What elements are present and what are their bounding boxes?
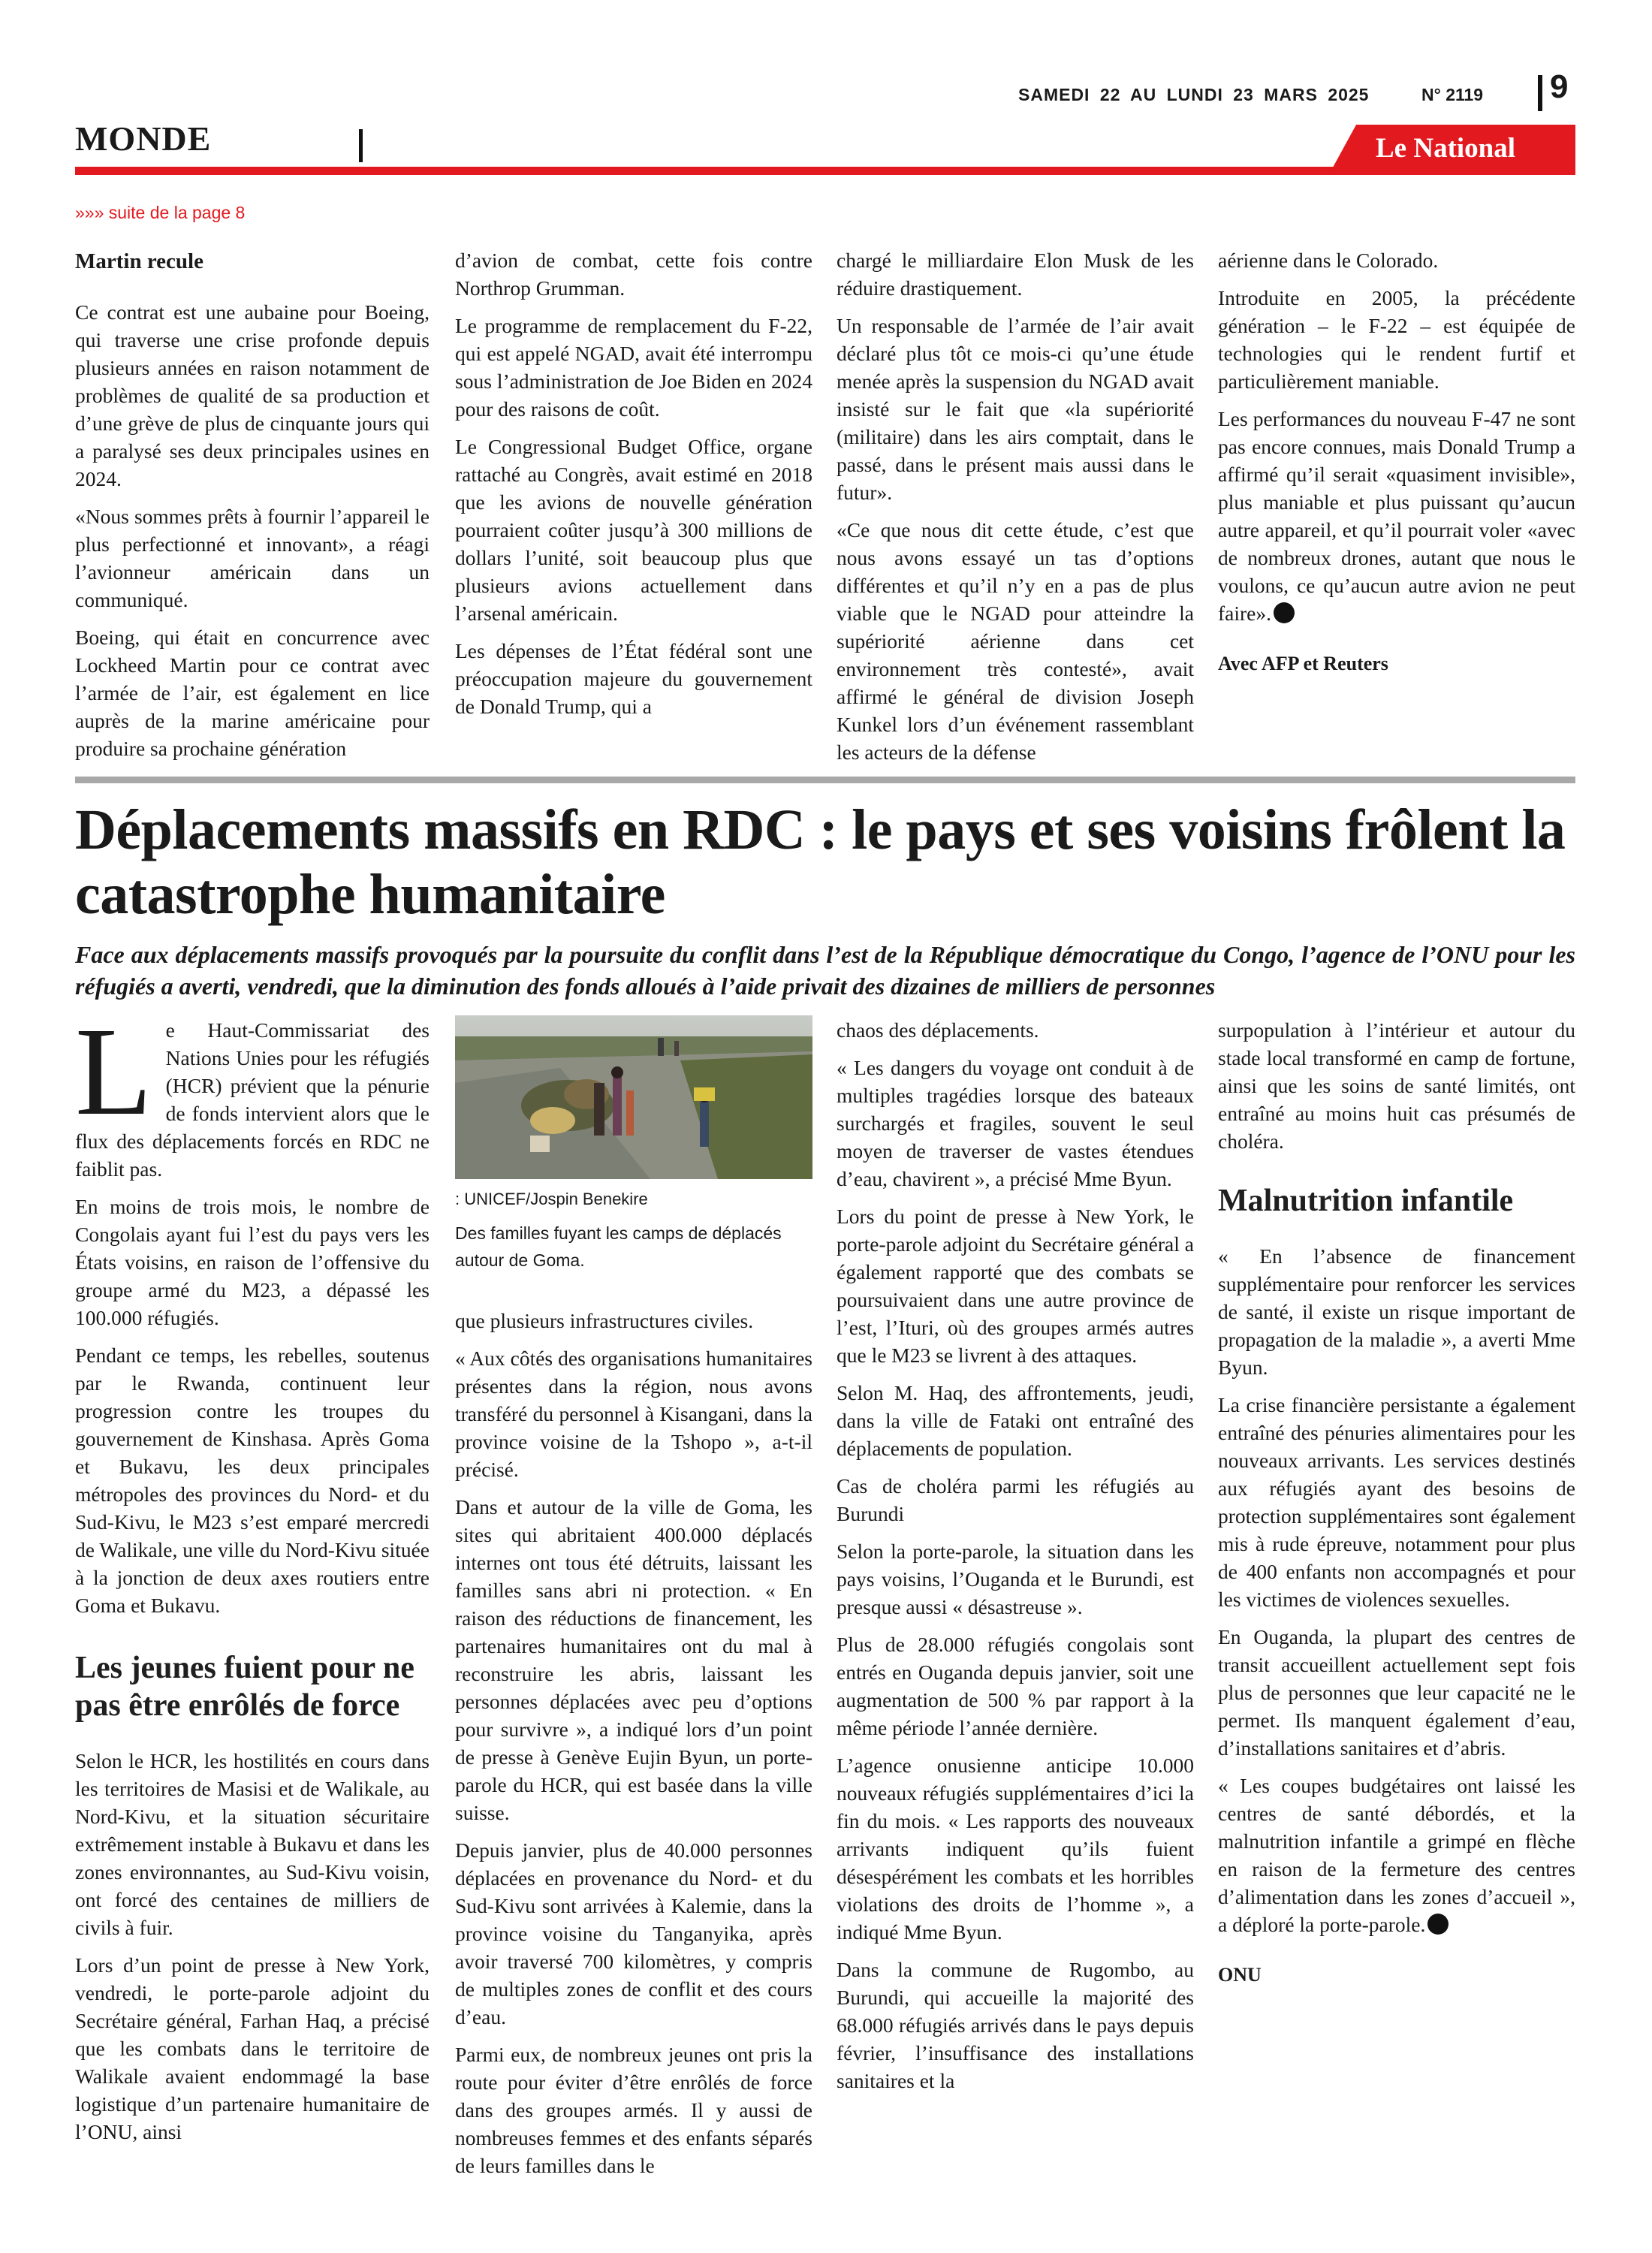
main-article-column-1	[75, 1002, 430, 2155]
lead-paragraph	[75, 1002, 430, 1183]
paragraph: Lors du point de presse à New York, le porte-parole adjoint du Secrétaire général a également rapporté que des combats se poursuivaient dans une autre province de l’est, l’Ituri, où des groupes armés autres que le M23 se livrent à des attaques.	[837, 1205, 1194, 1367]
article-signature: Avec AFP et Reuters	[1218, 653, 1388, 674]
paragraph: Un responsable de l’armée de l’air avait déclaré plus tôt ce mois-ci qu’une étude menée après la suspension du NGAD avait insisté sur le fait que «la supériorité (militaire) dans les airs comptait, dans le passé, dans le présent mais aussi dans le futur».	[837, 314, 1194, 504]
paragraph: Pendant ce temps, les rebelles, soutenus par le Rwanda, continuent leur progression contre les troupes du gouvernement de Kinshasa. Après Goma et Bukavu, les deux principales métropoles des provinces du Nord- et du Sud-Kivu, le M23 s’est emparé mercredi de Walikale, une ville du Nord-Kivu située à la jonction de deux axes routiers entre Goma et Bukavu.	[75, 1344, 430, 1617]
standfirst: Face aux déplacements massifs provoqués par la poursuite du conflit dans l’est de la République démocratique du Congo, l’agence de l’ONU pour les réfugiés a averti, vendredi, que la diminution des fonds alloués à l’aide privait des dizaines de milliers de personnes	[75, 941, 1575, 1000]
paragraph: Le Congressional Budget Office, organe rattaché au Congrès, avait estimé en 2018 que les avions de nouvelle génération pourraient coûter jusqu’à 300 millions de dollars l’unité, soit beaucoup plus que plusieurs avions actuellement dans l’arsenal américain.	[455, 435, 812, 625]
paragraph: Dans et autour de la ville de Goma, les sites qui abritaient 400.000 déplacés internes ont tous été détruits, laissant les familles sans abri ni protection. « En raison des réductions de financement, les partenaires humanitaires ont du mal à reconstruire les abris, laissant les personnes déplacées avec peu d’options pour survivre », a indiqué lors d’un point de presse à Genève Eujin Byun, un porte-parole du HCR, qui est basée dans la ville suisse.	[455, 1495, 812, 1824]
paragraph: Parmi eux, de nombreux jeunes ont pris la route pour éviter d’être enrôlés de force dans des groupes armés. Il y aussi de nombreuses femmes et des enfants séparés de leurs familles dans le	[455, 2043, 812, 2177]
paragraph	[1218, 405, 1575, 627]
paragraph	[1218, 1772, 1575, 1938]
article-signature: ONU	[1218, 1964, 1262, 1986]
paragraph: que plusieurs infrastructures civiles.	[455, 1309, 754, 1332]
top-article-column-1	[75, 248, 430, 772]
paragraph: « Les dangers du voyage ont conduit à de multiples tragédies lorsque des bateaux surchargés et fragiles, souvent le seul moyen de traverser de vastes étendues d’eau, chavirent », a précisé Mme Byun.	[837, 1056, 1194, 1190]
main-article-column-2	[455, 1307, 812, 2189]
paragraph: «Nous sommes prêts à fournir l’appareil le plus perfectionné et innovant», a réagi l’avionneur américain dans un communiqué.	[75, 505, 430, 611]
paragraph: Cas de choléra parmi les réfugiés au Burundi	[837, 1474, 1194, 1525]
lead-text: e Haut-Commissariat des Nations Unies pour les réfugiés (HCR) prévient que la pénurie de fonds intervient alors que le flux des déplacements forcés en RDC ne faiblit pas.	[75, 1018, 430, 1181]
top-article-column-3	[837, 246, 1194, 776]
end-of-article-icon	[1274, 602, 1295, 623]
paragraph: chaos des déplacements.	[837, 1018, 1039, 1042]
paragraph: La crise financière persistante a également entraîné des pénuries alimentaires pour les nouveaux arrivants. Les services destinés aux réfugiés ayant des besoins de protection supplémentaires sont également mis à rude épreuve, notamment pour plus de 400 enfants non accompagnés et pour les victimes de violences sexuelles.	[1218, 1393, 1575, 1611]
paragraph: Depuis janvier, plus de 40.000 personnes déplacées en provenance du Nord- et du Sud-Kivu sont arrivées à Kalemie, dans la province voisine du Tanganyika, après avoir traversé 700 kilomètres, y compris de multiples zones de conflit et des cours d’eau.	[455, 1838, 812, 2028]
news-photo	[455, 1015, 812, 1179]
newspaper-brand: Le National	[1376, 133, 1516, 164]
paragraph: Selon le HCR, les hostilités en cours dans les territoires de Masisi et de Walikale, au Nord-Kivu, et la situation sécuritaire extrêmement instable à Bukavu et dans les zones environnantes, au Sud-Kivu voisin, ont forcé des centaines de milliers de civils à fuir.	[75, 1749, 430, 1939]
top-article-column-2	[455, 246, 812, 730]
paragraph: L’agence onusienne anticipe 10.000 nouveaux réfugiés supplémentaires d’ici la fin du mois. « Les rapports des nouveaux arrivants indiquent qu’ils fuient désespérément les combats et les horribles violations des droits de l’homme », a indiqué Mme Byun.	[837, 1754, 1194, 1944]
top-article-subheading: Martin recule	[75, 249, 203, 273]
paragraph: «Ce que nous dit cette étude, c’est que nous avons essayé un tas d’options différentes et qu’il n’y en a pas de plus viable que le NGAD pour atteindre la supériorité aérienne dans cet environnement très contesté», avait affirmé le général de division Joseph Kunkel lors d’un événement rassemblant les acteurs de la défense	[837, 518, 1194, 764]
paragraph: aérienne dans le Colorado.	[1218, 249, 1439, 272]
paragraph-text: Les performances du nouveau F-47 ne sont pas encore connues, mais Donald Trump a affirmé qu’il serait «quasiment invisible», plus maniable et plus puissant qu’aucun autre appareil, et qu’il pourrait voler «avec de nombreux drones, autant que nous le voulons, ce qu’aucun autre avion ne peut faire».	[1218, 407, 1575, 625]
paragraph-text: « Les coupes budgétaires ont laissé les centres de santé débordés, et la malnutrition infantile a grimpé en flèche en raison de la fermeture des centres d’alimentation dans les zones d’accueil », a déploré la porte-parole.	[1218, 1774, 1575, 1936]
paragraph: Boeing, qui était en concurrence avec Lockheed Martin pour ce contrat avec l’armée de l’air, est également en lice auprès de la marine américaine pour produire sa prochaine génération	[75, 626, 430, 760]
paragraph: Les dépenses de l’État fédéral sont une préoccupation majeure du gouvernement de Donald Trump, qui a	[455, 639, 812, 718]
paragraph: Lors d’un point de presse à New York, vendredi, le porte-parole adjoint du Secrétaire général, Farhan Haq, a précisé que les combats dans le territoire de Walikale avaient endommagé la base logistique d’un partenaire humanitaire de l’ONU, ainsi	[75, 1953, 430, 2143]
drop-cap: L	[75, 1002, 152, 1142]
article-divider	[75, 777, 1575, 783]
headline: Déplacements massifs en RDC : le pays et ses voisins frôlent la catastrophe humanitaire	[75, 798, 1566, 926]
main-article-column-4	[1218, 1016, 1575, 1989]
header-divider	[1538, 75, 1542, 111]
section-divider	[359, 129, 363, 162]
paragraph: Ce contrat est une aubaine pour Boeing, qui traverse une crise profonde depuis plusieurs années en raison notamment de problèmes de qualité de sa production et d’une grève de plus de cinquante jours qui a paralysé ses deux principales usines en 2024.	[75, 300, 430, 490]
main-article-column-3	[837, 1016, 1194, 2104]
paragraph: En moins de trois mois, le nombre de Congolais ayant fui l’est du pays vers les États voisins, en raison de l’offensive du groupe armé du M23, a dépassé les 100.000 réfugiés.	[75, 1195, 430, 1329]
issue-date: SAMEDI 22 AU LUNDI 23 MARS 2025	[1018, 85, 1370, 104]
top-article-column-4	[1218, 246, 1575, 677]
paragraph: Introduite en 2005, la précédente génération – le F-22 – est équipée de technologies qui le rendent furtif et particulièrement maniable.	[1218, 286, 1575, 393]
subheading: Les jeunes fuient pour ne pas être enrôlés de force	[75, 1651, 415, 1723]
end-of-article-icon	[1427, 1914, 1449, 1935]
subheading: Malnutrition infantile	[1218, 1184, 1514, 1218]
paragraph: Selon M. Haq, des affrontements, jeudi, dans la ville de Fataki ont entraîné des déplacements de population.	[837, 1381, 1194, 1460]
page-number: 9	[1550, 68, 1569, 105]
paragraph: Plus de 28.000 réfugiés congolais sont entrés en Ouganda depuis janvier, soit une augmentation de 500 % par rapport à la même période l’année dernière.	[837, 1633, 1194, 1739]
paragraph: En Ouganda, la plupart des centres de transit accueillent actuellement sept fois plus de personnes que leur capacité ne le permet. Ils manquent également d’eau, d’installations sanitaires et d’abris.	[1218, 1625, 1575, 1760]
paragraph: Selon la porte-parole, la situation dans les pays voisins, l’Ouganda et le Burundi, est presque aussi « désastreuse ».	[837, 1540, 1194, 1618]
paragraph: chargé le milliardaire Elon Musk de les réduire drastiquement.	[837, 249, 1194, 300]
section-title: MONDE	[75, 119, 212, 158]
photo-caption: Des familles fuyant les camps de déplacés autour de Goma.	[455, 1223, 782, 1270]
paragraph: « En l’absence de financement supplémentaire pour renforcer les services de santé, il existe un risque important de propagation de la maladie », a averti Mme Byun.	[1218, 1244, 1575, 1379]
continuation-link[interactable]: »»» suite de la page 8	[75, 203, 246, 222]
issue-number: N° 2119	[1421, 85, 1484, 104]
paragraph: d’avion de combat, cette fois contre Northrop Grumman.	[455, 249, 812, 300]
paragraph: Le programme de remplacement du F-22, qui est appelé NGAD, avait été interrompu sous l’administration de Joe Biden en 2024 pour des raisons de coût.	[455, 314, 812, 421]
paragraph: surpopulation à l’intérieur et autour du stade local transformé en camp de fortune, ainsi que les soins de santé limités, ont entraîné au moins huit cas présumés de choléra.	[1218, 1018, 1575, 1153]
photo-credit: : UNICEF/Jospin Benekire	[455, 1190, 648, 1208]
paragraph: « Aux côtés des organisations humanitaires présentes dans la région, nous avons transféré du personnel à Kisangani, dans la province voisine de la Tshopo », a-t-il précisé.	[455, 1347, 812, 1481]
paragraph: Dans la commune de Rugombo, au Burundi, qui accueille la majorité des 68.000 réfugiés arrivés dans le pays depuis février, l’insuffisance des installations sanitaires et la	[837, 1958, 1194, 2092]
